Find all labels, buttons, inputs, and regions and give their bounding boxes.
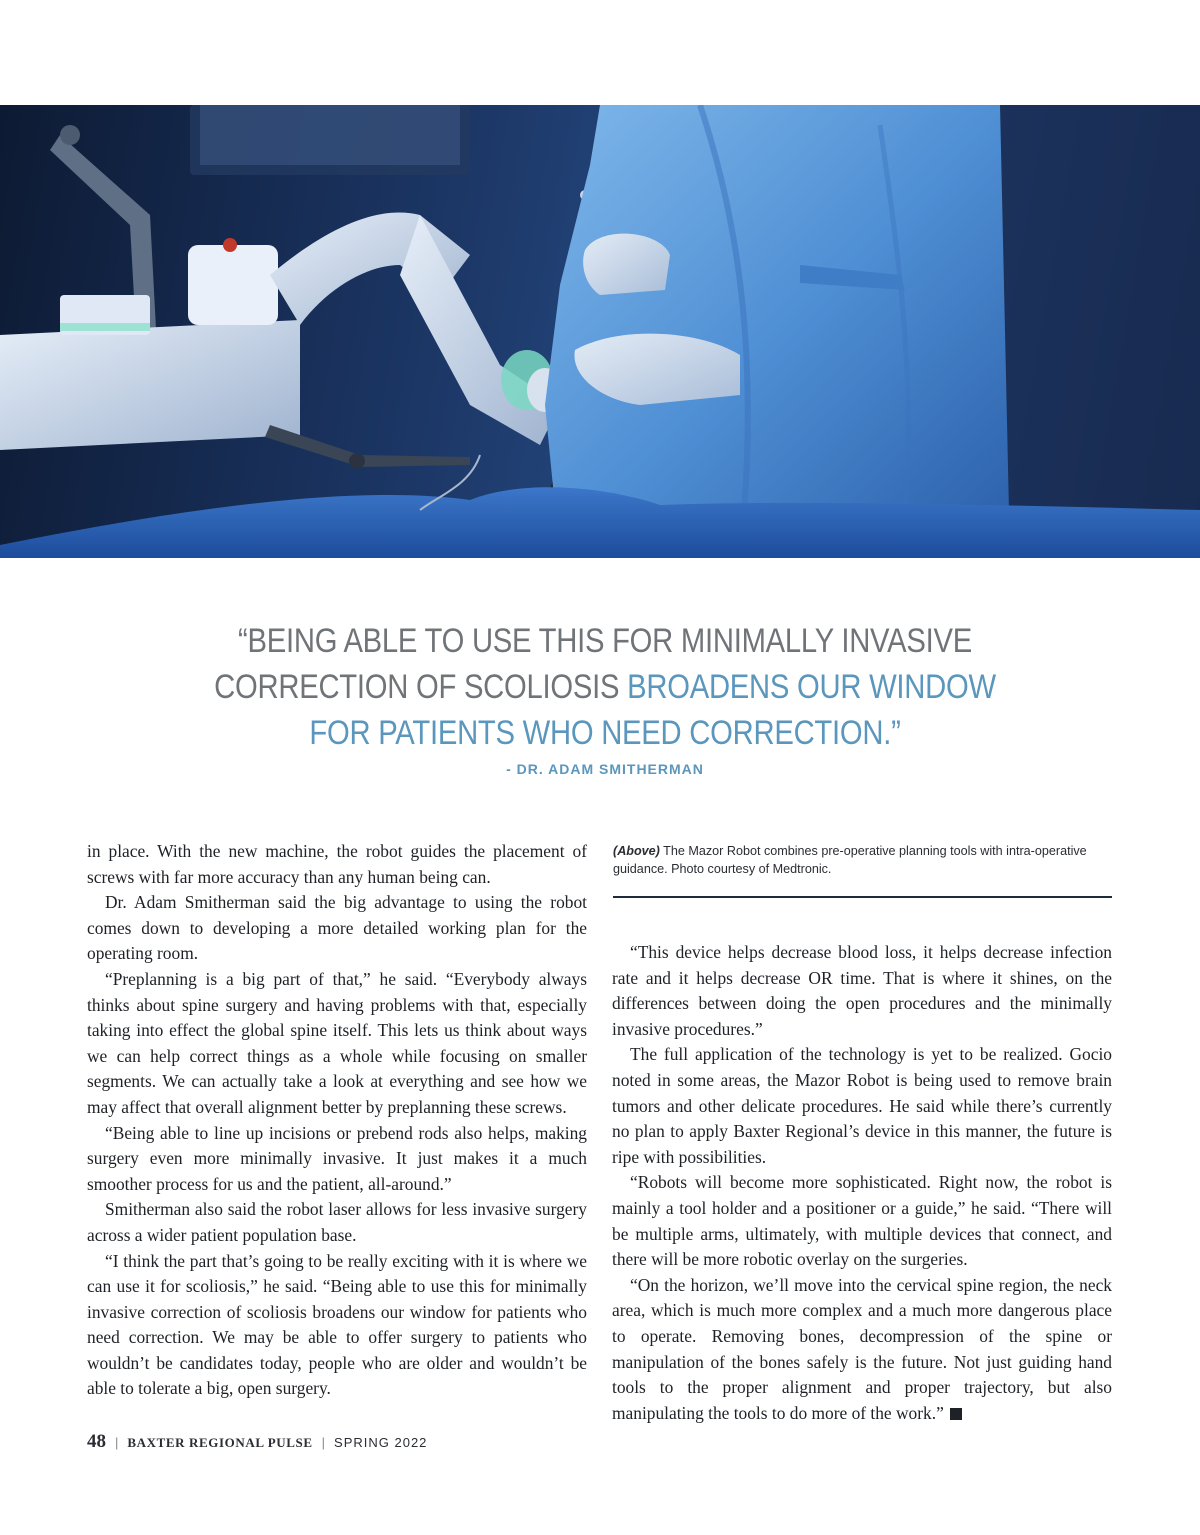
paragraph: “I think the part that’s going to be really exciting with it is where we can use it for scoliosis,” he said. “Being able to use this for minimally invasive correction of scoliosis broadens our window for patients who need correction. We may be able to offer surgery to patients who wouldn’t be candidates today, people who are older and wouldn’t be able to tolerate a big, open surgery.: [87, 1250, 587, 1399]
paragraph-final: [612, 1273, 1112, 1427]
caption-text: The Mazor Robot combines pre-operative planning tools with intra-operative guidance. Photo courtesy of Medtronic.: [613, 844, 1087, 876]
paragraph: “Being able to line up incisions or prebend rods also helps, making surgery even more minimally invasive. It just makes it a much smoother process for us and the patient, all-around.”: [87, 1122, 587, 1194]
pull-quote-gray-text: “BEING ABLE TO USE THIS FOR MINIMALLY INVASIVE CORRECTION OF SCOLIOSIS: [214, 622, 972, 706]
paragraph: “Robots will become more sophisticated. Right now, the robot is mainly a tool holder and a positioner or a guide,” he said. “There will be multiple arms, ultimately, with multiple devices that connect, and there will be more robotic overlay on the surgeries.: [612, 1172, 1112, 1270]
paragraph: “This device helps decrease blood loss, it helps decrease infection rate and it helps decrease OR time. That is where it shines, on the differences between doing the open procedures and the minimally invasive procedures.”: [612, 942, 1112, 1039]
end-mark-icon: [950, 1408, 962, 1420]
publication-name: BAXTER REGIONAL PULSE: [127, 1435, 313, 1450]
body-column-right: [612, 940, 1112, 1426]
hero-photo: [0, 105, 1200, 558]
photo-caption: [613, 842, 1111, 878]
pull-quote-attribution: - DR. ADAM SMITHERMAN: [506, 761, 704, 777]
pull-quote: [214, 618, 997, 756]
footer-separator: |: [321, 1435, 326, 1450]
paragraph: Smitherman also said the robot laser allows for less invasive surgery across a wider patient population base.: [87, 1199, 587, 1245]
paragraph: in place. With the new machine, the robot guides the placement of screws with far more accuracy than any human being can.: [87, 841, 587, 887]
pull-quote-blue-text: BROADENS OUR WINDOW FOR PATIENTS WHO NEED CORRECTION.”: [309, 668, 996, 752]
body-column-left: [87, 839, 587, 1402]
surgical-robot-illustration: [0, 105, 1200, 558]
page-footer: [87, 1431, 427, 1459]
page-number: 48: [87, 1431, 106, 1452]
paragraph: Dr. Adam Smitherman said the big advantage to using the robot comes down to developing a more detailed working plan for the operating room.: [87, 892, 587, 964]
issue-date: SPRING 2022: [334, 1435, 428, 1450]
paragraph: “Preplanning is a big part of that,” he said. “Everybody always thinks about spine surgery and having problems with that, especially taking into effect the global spine itself. This lets us think about ways we can help correct things as a whole while focusing on smaller segments. We can actually take a look at everything and see how we may affect that overall alignment better by preplanning these screws.: [87, 968, 587, 1117]
footer-separator: |: [115, 1435, 119, 1450]
paragraph: The full application of the technology is yet to be realized. Gocio noted in some areas, the Mazor Robot is being used to remove brain tumors and other delicate procedures. He said while there’s currently no plan to apply Baxter Regional’s device in this manner, the future is ripe with possibilities.: [612, 1044, 1112, 1167]
caption-lead: (Above): [613, 844, 660, 858]
paragraph-final-text: “On the horizon, we’ll move into the cervical spine region, the neck area, which is much more complex and a much more dangerous place to operate. Removing bones, decompression of the spine or manipulation of the bones safely is the future. Not just guiding hand tools to the proper alignment and proper trajectory, but also manipulating the tools to do more of the work.”: [612, 1274, 1112, 1423]
caption-divider: [613, 896, 1112, 898]
